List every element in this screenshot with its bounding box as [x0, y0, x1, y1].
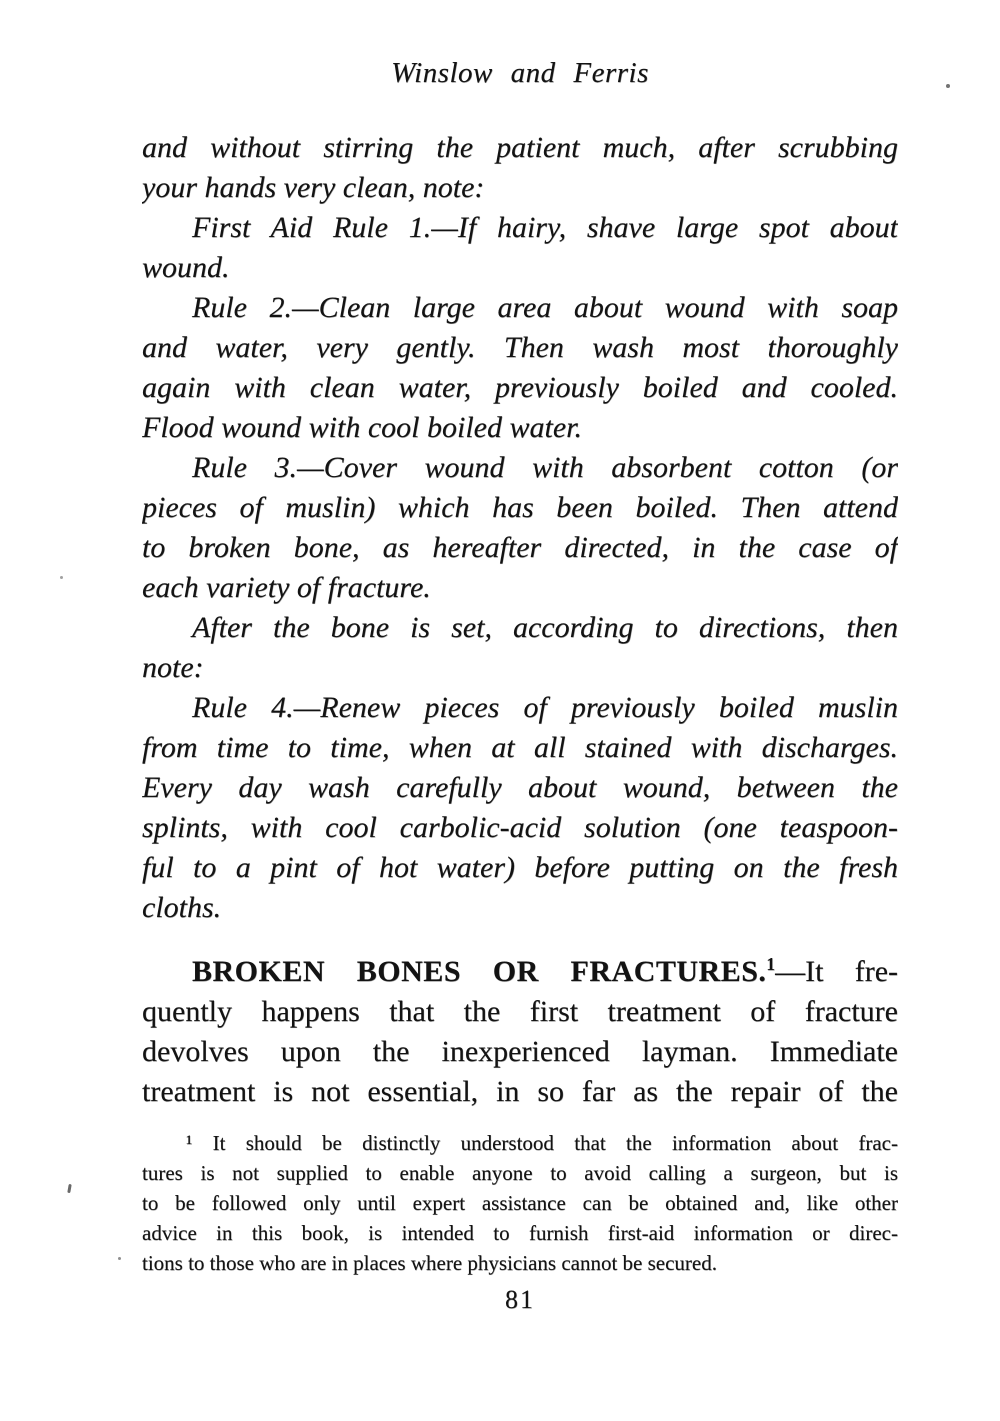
text-line: Rule 2.—Clean large area about wound with soap — [192, 291, 898, 324]
footnote — [142, 1128, 898, 1278]
text-line: quently happens that the first treatment of fracture — [142, 995, 898, 1028]
scan-speck — [118, 1257, 121, 1260]
text-line: your hands very clean, note: — [142, 171, 485, 204]
text-line: and water, very gently. Then wash most thoroughly — [142, 331, 898, 364]
text-line: Rule 3.—Cover wound with absorbent cotton (or — [192, 451, 898, 484]
text-line: note: — [142, 651, 204, 684]
body-text — [142, 128, 898, 928]
text-line: splints, with cool carbolic-acid solution (one teaspoon- — [142, 811, 898, 844]
text-line: cloths. — [142, 891, 222, 924]
footnote-reference-mark: 1 — [766, 954, 776, 974]
text-line: Flood wound with cool boiled water. — [142, 411, 582, 444]
footnote-line: advice in this book, is intended to furnish first-aid information or direc- — [142, 1221, 898, 1245]
text-line: Every day wash carefully about wound, between the — [142, 771, 898, 804]
scan-speck — [60, 576, 63, 579]
text-line: wound. — [142, 251, 230, 284]
text-line: and without stirring the patient much, after scrubbing — [142, 131, 898, 164]
section-heading: BROKEN BONES OR FRACTURES. — [192, 955, 767, 988]
footnote-line: to be followed only until expert assistance can be obtained and, like other — [142, 1191, 898, 1215]
text-line: treatment is not essential, in so far as the repair of the — [142, 1075, 898, 1108]
scan-speck — [946, 84, 950, 88]
text-line: devolves upon the inexperienced layman. Immediate — [142, 1035, 898, 1068]
text-line: from time to time, when at all stained with discharges. — [142, 731, 898, 764]
text-line: After the bone is set, according to directions, then — [192, 611, 898, 644]
text-line: pieces of muslin) which has been boiled. Then attend — [142, 491, 898, 524]
scan-speck — [67, 1184, 72, 1193]
footnote-line: ¹ It should be distinctly understood that the information about frac- — [186, 1131, 898, 1155]
section-heading-line — [142, 952, 898, 992]
running-head: Winslow and Ferris — [391, 57, 649, 89]
section-lead-text: —It fre- — [775, 955, 898, 988]
page-number: 81 — [505, 1285, 535, 1314]
text-line: First Aid Rule 1.—If hairy, shave large spot about — [192, 211, 898, 244]
text-line: each variety of fracture. — [142, 571, 431, 604]
section-broken-bones — [142, 952, 898, 1112]
text-line: Rule 4.—Renew pieces of previously boiled muslin — [192, 691, 898, 724]
text-line: to broken bone, as hereafter directed, in the case of — [142, 531, 898, 564]
footnote-line: tions to those who are in places where physicians cannot be secured. — [142, 1251, 717, 1275]
text-line: again with clean water, previously boiled and cooled. — [142, 371, 898, 404]
text-line: ful to a pint of hot water) before putting on the fresh — [142, 851, 898, 884]
footnote-line: tures is not supplied to enable anyone to avoid calling a surgeon, but is — [142, 1161, 898, 1185]
book-page-column — [142, 0, 898, 1315]
